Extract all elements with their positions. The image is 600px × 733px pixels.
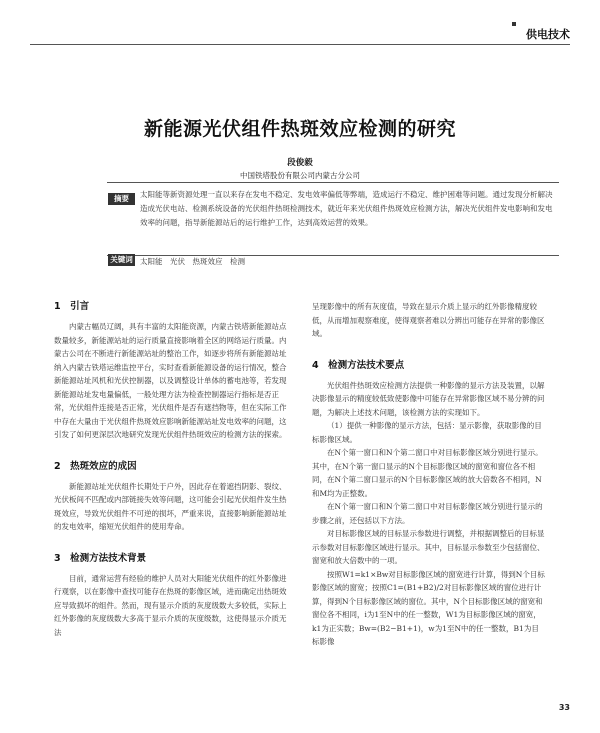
keywords-label: 关键词 bbox=[108, 254, 135, 266]
section-heading: 2 热斑效应的成因 bbox=[54, 460, 137, 472]
section-heading: 4 检测方法技术要点 bbox=[312, 359, 405, 371]
abstract-text: 太阳能等新资源处理一直以来存在发电不稳定、发电效率偏低等弊端，造成运行不稳定、维护困难等问题。通过发现分析解决造成光伏电站、检测系统设备的光伏组件热斑检测技术，就近年来光伏组件热斑效应检测方法，解决光伏组件发电影响和发电效率的问题，指导新能源站后的运行维护工作，达到高效运营的效果。 bbox=[140, 190, 553, 227]
paragraph: 按照W1=k1×Bw对目标影像区域的窗宽进行计算，得到N个目标影像区域的窗宽；按照C1=(B1+B2)/2对目标影像区域的窗位进行计算，得到N个目标影像区域的窗位。其中，N个目标影像区域的窗宽和窗位各不相同，i为1至N中的任一整数，W1为目标影像区域的窗宽，k1为正实数；Bw=(B2−B1+1)，w为1至N中的任一整数，B1为目标影像 bbox=[312, 569, 545, 646]
left-column bbox=[54, 300, 288, 639]
paragraph: 呈现影像中的所有灰度值，导致在显示介质上显示的红外影像精度较低，从而增加观察难度，使得观察者难以分辨出可能存在异常的影像区域。 bbox=[312, 302, 545, 338]
paragraph: 新能源站址光伏组件长期处于户外，因此存在着遮挡阴影、裂纹、光伏板间不匹配或内部链接失效等问题，这可能会引起光伏组件发生热斑效应，导致光伏组件不可逆的损坏，严重来说，直接影响新能源站址的发电效率，缩短光伏组件的使用寿命。 bbox=[54, 481, 287, 531]
article-author: 段俊毅 bbox=[287, 158, 313, 168]
header-bullet bbox=[512, 22, 516, 26]
section-heading: 1 引言 bbox=[54, 301, 90, 312]
paragraph: 在N个第一窗口和N个第二窗口中对目标影像区域分别进行显示。其中，在N个第一窗口显示的N个目标影像区域的窗宽和窗位各不相同，在N个第二窗口显示的N个目标影像区域的放大倍数各不相同，N和M均为正整数。 bbox=[312, 448, 543, 498]
paragraph: 内蒙古幅员辽阔，具有丰富的太阳能资源，内蒙古铁塔新能源站点数量较多，新能源站址的运行质量直接影响着全区的网络运行质量。内蒙古公司在不断进行新能源站址的整治工作，如逐步将所有新能源站址纳入内蒙古铁塔运维监控平台，实时查看新能源设备的运行情况，整合新能源站址风机和光伏控制器，以及调整设计单体的蓄电池等，若发现新能源站址发电量偏低，一般处理方法为检查控制器运行指标是否正常，光伏组件连接是否正常，光伏组件是否有遮挡物等，但在实际工作中存在大量由于光伏组件热斑效应影响新能源站址发电效率的问题，这引发了如何更深层次地研究发现光伏组件热斑效应的检测方法的探索。 bbox=[54, 322, 287, 439]
section-tag: 供电技术 bbox=[526, 28, 570, 41]
paragraph: 在N个第一窗口和N个第二窗口中对目标影像区域分别进行显示的步骤之前，还包括以下方法。 bbox=[312, 502, 543, 525]
right-column bbox=[312, 300, 546, 649]
page-number: 33 bbox=[558, 703, 570, 712]
paragraph: （1）提供一种影像的显示方法，包括：显示影像，获取影像的目标影像区域。 bbox=[312, 421, 542, 444]
paragraph: 光伏组件热斑效应检测方法提供一种影像的显示方法及装置，以解决影像显示的精度较低致使影像中可能存在异常影像区域不易分辨的问题，为解决上述技术问题，该检测方法的实现如下。 bbox=[312, 380, 545, 417]
article-affiliation: 中国铁塔股份有限公司内蒙古分公司 bbox=[240, 171, 360, 180]
abstract-label: 摘要 bbox=[108, 193, 135, 205]
section-heading: 3 检测方法技术背景 bbox=[54, 552, 147, 564]
paragraph: 对目标影像区域的目标显示参数进行调整，并根据调整后的目标显示参数对目标影像区域进行显示。其中，目标显示参数至少包括窗位、窗宽和放大倍数中的一项。 bbox=[312, 529, 545, 565]
article-title: 新能源光伏组件热斑效应检测的研究 bbox=[143, 118, 456, 140]
header-rule bbox=[30, 44, 570, 45]
keywords-text: 太阳能 光伏 热斑效应 检测 bbox=[140, 257, 245, 266]
paragraph: 目前，通常运营有经验的维护人员对大阳能光伏组件的红外影像进行观察，以在影像中查找可能存在热斑的影像区域，进而确定出热斑效应导致损坏的组件。然而，现有显示介质的灰度级数大多较低，实际上红外影像的灰度级数大多高于显示介质的灰度级数，这使得显示介质无法 bbox=[54, 573, 287, 637]
